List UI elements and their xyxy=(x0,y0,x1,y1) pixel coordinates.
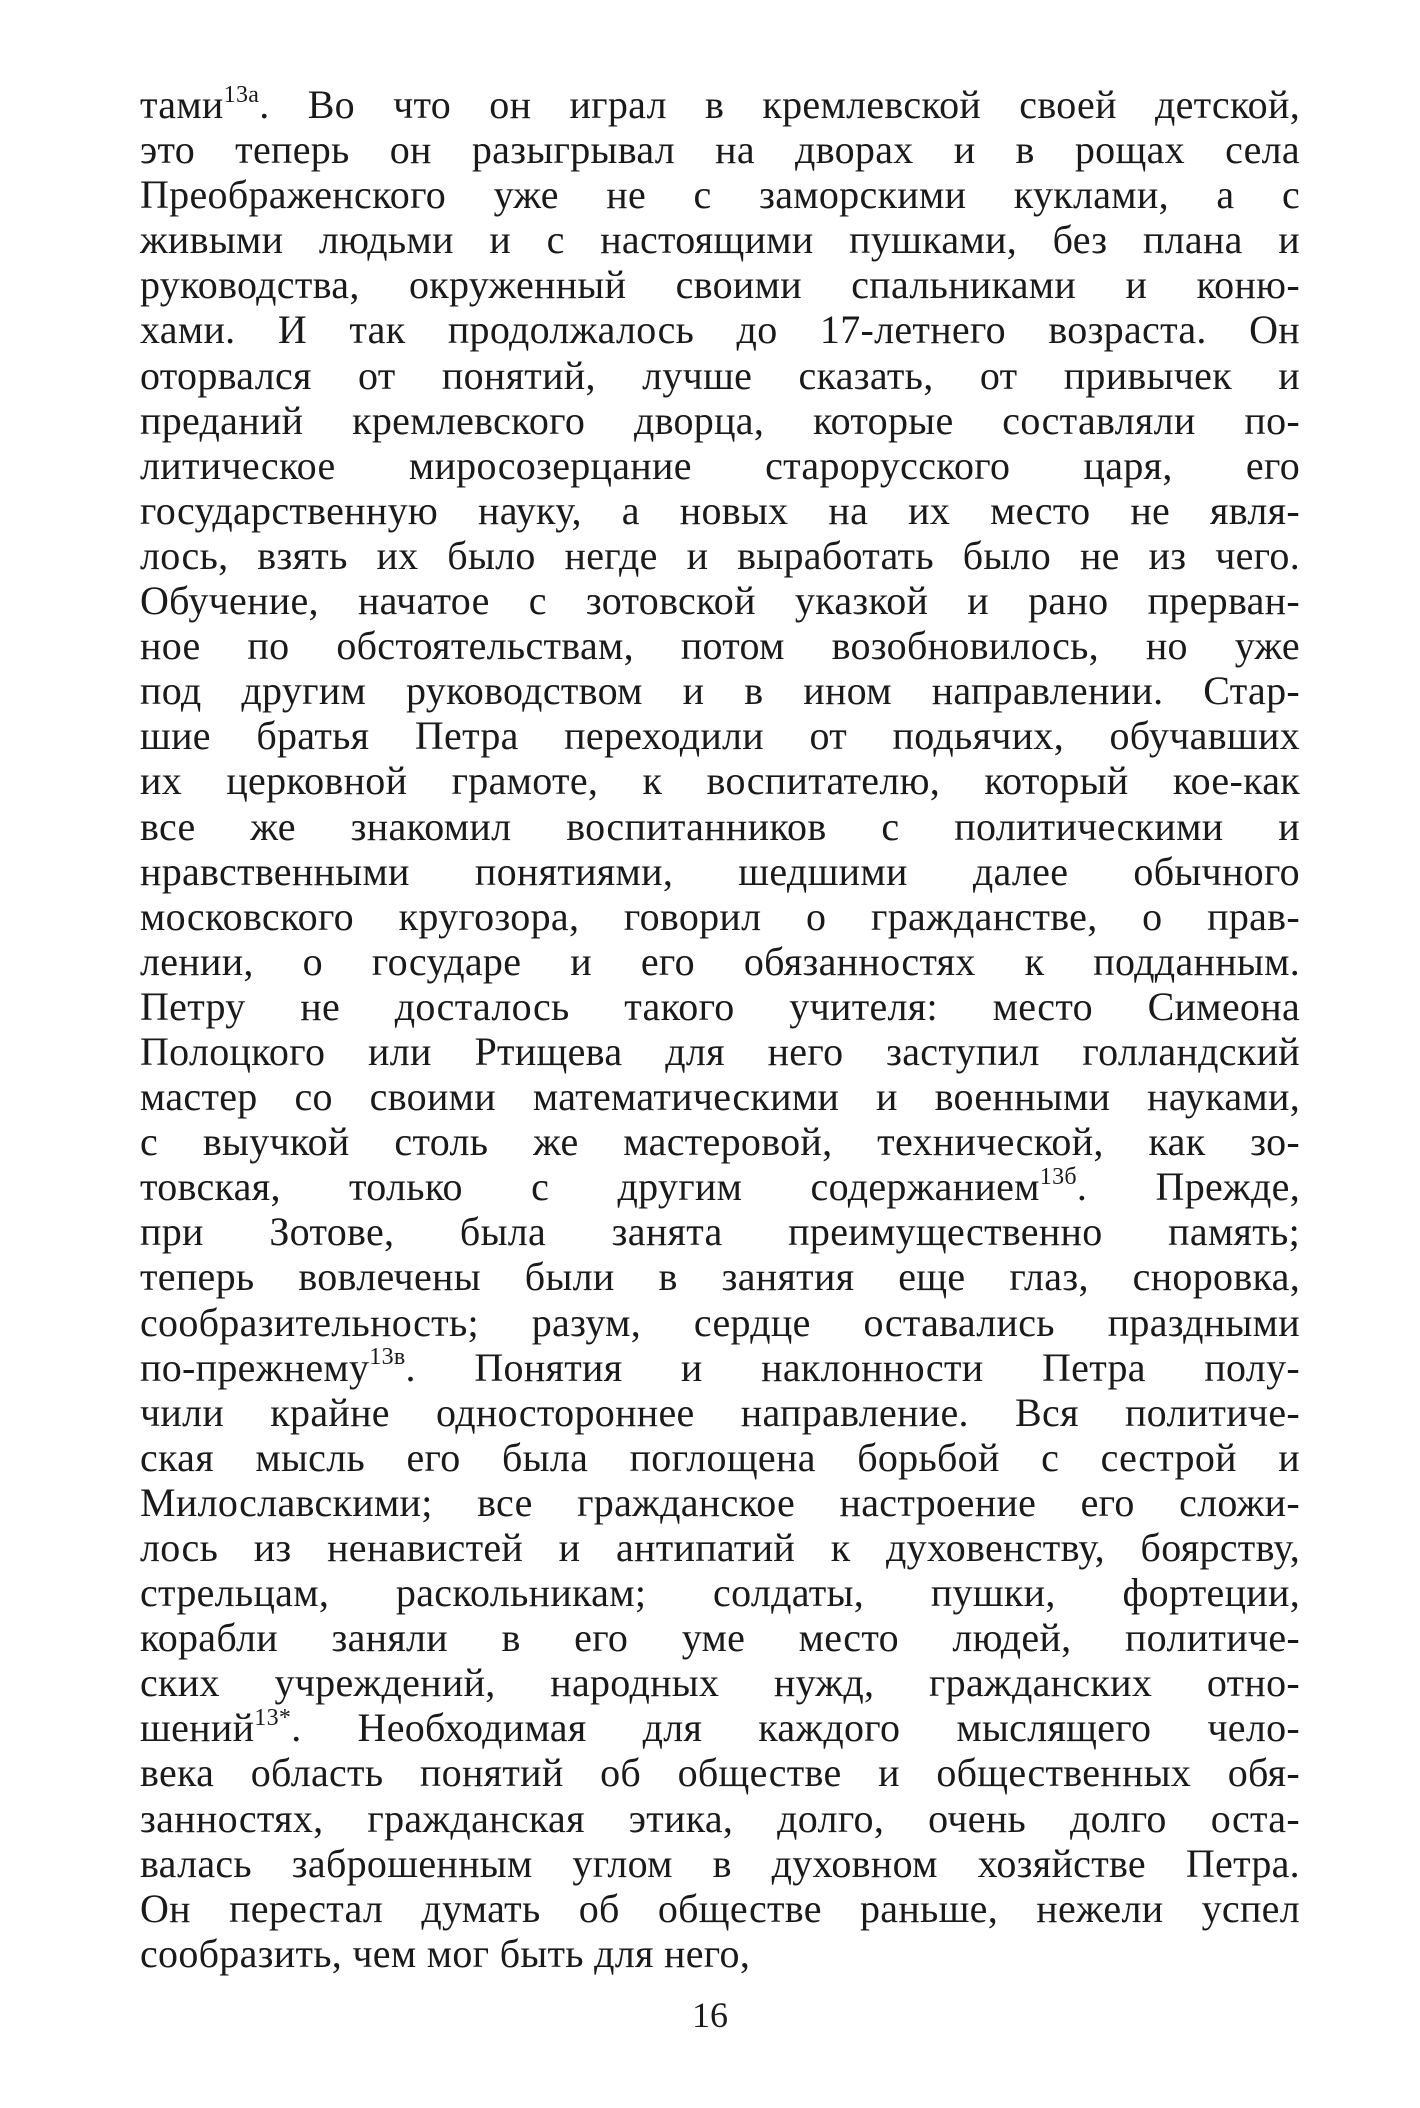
line-text: Петру не досталось такого учителя: место Симеона xyxy=(140,983,1300,1029)
line-text: это теперь он разыгрывал на дворах и в рощах села xyxy=(140,127,1300,173)
text-line xyxy=(140,1119,1300,1164)
text-line xyxy=(140,533,1300,578)
line-text: сообразительность; разум, сердце оставались праздными xyxy=(140,1299,1300,1345)
text-line xyxy=(140,127,1300,172)
line-text: с выучкой столь же мастеровой, технической, как зо- xyxy=(140,1119,1300,1165)
text-line xyxy=(140,1750,1300,1795)
line-text-continued: . Понятия и наклонности Петра полу- xyxy=(405,1344,1300,1390)
line-text: Обучение, начатое с зотовской указкой и рано прерван- xyxy=(140,578,1300,624)
text-line xyxy=(140,804,1300,849)
text-line xyxy=(140,172,1300,217)
text-line xyxy=(140,353,1300,398)
text-line xyxy=(140,307,1300,352)
line-text: Милославскими; все гражданское настроение его сложи- xyxy=(140,1479,1300,1525)
line-text: чили крайне одностороннее направление. Вся политиче- xyxy=(140,1389,1300,1435)
line-text: государственную науку, а новых на их место не явля- xyxy=(140,487,1300,533)
footnote-reference: 13б xyxy=(1039,1163,1077,1190)
text-line xyxy=(140,623,1300,668)
text-line xyxy=(140,1074,1300,1119)
text-line xyxy=(140,1254,1300,1299)
text-line xyxy=(140,1841,1300,1886)
page-number: 16 xyxy=(692,1995,728,2035)
line-text: ских учреждений, народных нужд, гражданских отно- xyxy=(140,1660,1300,1706)
line-text-continued: . Прежде, xyxy=(1076,1164,1300,1210)
text-line xyxy=(140,1931,1300,1976)
line-text: живыми людьми и с настоящими пушками, без плана и xyxy=(140,217,1300,263)
text-line xyxy=(140,1886,1300,1931)
line-text: оторвался от понятий, лучше сказать, от привычек и xyxy=(140,352,1300,398)
line-text: их церковной грамоте, к воспитателю, который кое-как xyxy=(140,758,1300,804)
line-text-continued: . Во что он играл в кремлевской своей детской, xyxy=(259,82,1300,127)
text-line xyxy=(140,488,1300,533)
text-line xyxy=(140,217,1300,262)
line-text: Преображенского уже не с заморскими куклами, а с xyxy=(140,172,1300,218)
line-text: Он перестал думать об обществе раньше, нежели успел xyxy=(140,1885,1300,1931)
text-line xyxy=(140,894,1300,939)
text-line xyxy=(140,1209,1300,1254)
line-text: лось из ненавистей и антипатий к духовенству, боярству, xyxy=(140,1525,1300,1570)
line-text: Полоцкого или Ртищева для него заступил голландский xyxy=(140,1028,1300,1074)
text-line xyxy=(140,1435,1300,1480)
line-text: под другим руководством и в ином направлении. Стар- xyxy=(140,668,1300,714)
line-text: тами xyxy=(140,82,224,127)
line-text: века область понятий об обществе и общественных обя- xyxy=(140,1750,1300,1796)
text-line xyxy=(140,1660,1300,1705)
text-line xyxy=(140,1345,1300,1390)
line-text: ская мысль его была поглощена борьбой с сестрой и xyxy=(140,1434,1300,1480)
line-text: валась заброшенным углом в духовном хозяйстве Петра. xyxy=(140,1840,1300,1886)
line-text: лении, о государе и его обязанностях к подданным. xyxy=(140,938,1300,984)
line-text: корабли заняли в его уме место людей, политиче- xyxy=(140,1615,1300,1661)
line-text: товская, только с другим содержанием xyxy=(140,1164,1040,1210)
page-text-block xyxy=(140,82,1300,2042)
footnote-reference: 13* xyxy=(254,1705,292,1732)
text-line xyxy=(140,1390,1300,1435)
line-text: руководства, окруженный своими спальниками и коню- xyxy=(140,262,1300,308)
text-line xyxy=(140,1615,1300,1660)
text-line xyxy=(140,1796,1300,1841)
text-line xyxy=(140,1480,1300,1525)
text-line xyxy=(140,1570,1300,1615)
text-line xyxy=(140,82,1300,127)
line-text: преданий кремлевского дворца, которые составляли по- xyxy=(140,397,1300,443)
footnote-reference: 13в xyxy=(369,1344,406,1371)
text-line xyxy=(140,443,1300,488)
line-text: по-прежнему xyxy=(140,1344,370,1390)
line-text: ное по обстоятельствам, потом возобновилось, но уже xyxy=(140,623,1300,669)
line-text: шие братья Петра переходили от подьячих, обучавших xyxy=(140,713,1300,759)
line-text: нравственными понятиями, шедшими далее обычного xyxy=(140,848,1300,894)
line-text: лось, взять их было негде и выработать было не из чего. xyxy=(140,532,1300,578)
text-line xyxy=(140,262,1300,307)
text-line xyxy=(140,713,1300,758)
text-line xyxy=(140,1164,1300,1209)
text-line xyxy=(140,1029,1300,1074)
line-text: стрельцам, раскольникам; солдаты, пушки, фортеции, xyxy=(140,1570,1300,1616)
line-text: сообразить, чем мог быть для него, xyxy=(140,1930,751,1976)
text-line xyxy=(140,939,1300,984)
line-text: занностях, гражданская этика, долго, очень долго оста- xyxy=(140,1795,1300,1841)
text-line xyxy=(140,668,1300,713)
line-text: все же знакомил воспитанников с политическими и xyxy=(140,803,1300,849)
line-text: теперь вовлечены были в занятия еще глаз, сноровка, xyxy=(140,1254,1300,1300)
line-text-continued: . Необходимая для каждого мыслящего чело- xyxy=(291,1705,1300,1751)
line-text: литическое миросозерцание старорусского царя, его xyxy=(140,442,1300,488)
line-text: мастер со своими математическими и военными науками, xyxy=(140,1074,1300,1120)
text-line xyxy=(140,398,1300,443)
text-line xyxy=(140,849,1300,894)
text-line xyxy=(140,984,1300,1029)
text-line xyxy=(140,1705,1300,1750)
footnote-reference: 13а xyxy=(223,81,260,108)
text-line xyxy=(140,758,1300,803)
text-line xyxy=(140,1300,1300,1345)
line-text: шений xyxy=(140,1705,255,1751)
text-line xyxy=(140,578,1300,623)
line-text: при Зотове, была занята преимущественно память; xyxy=(140,1209,1300,1255)
line-text: московского кругозора, говорил о гражданстве, о прав- xyxy=(140,893,1300,939)
text-line xyxy=(140,1525,1300,1570)
line-text: хами. И так продолжалось до 17-летнего возраста. Он xyxy=(140,307,1300,353)
